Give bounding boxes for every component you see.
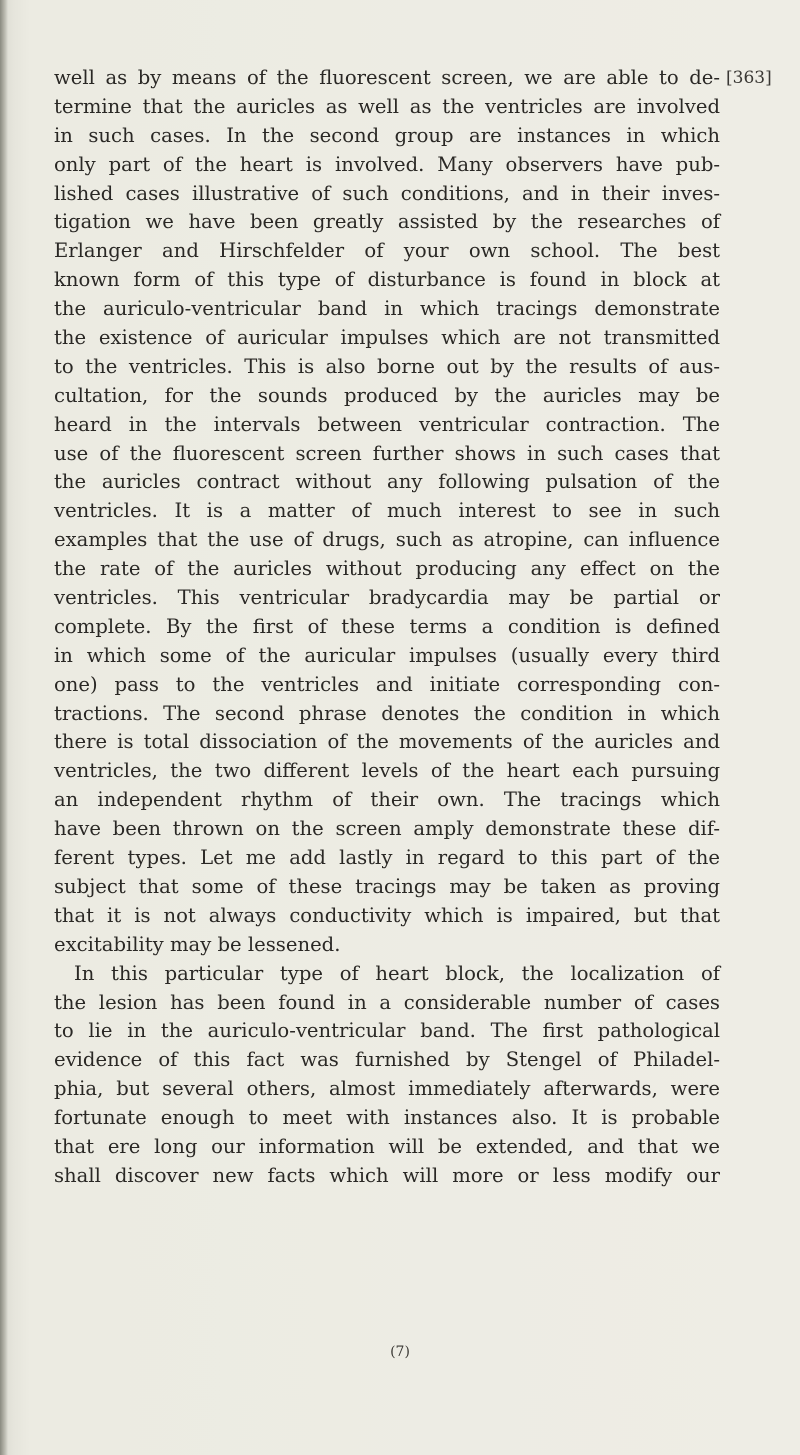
text-line: ventricles, the two different levels of the heart each pursuing [54,759,720,783]
text-line: fortunate enough to meet with instances also. It is probable [54,1106,720,1130]
paragraph-end-line: excitability may be lessened. [54,932,341,956]
text-line: subject that some of these tracings may be taken as proving [54,874,720,898]
text-line: cultation, for the sounds produced by the auricles may be [54,383,720,407]
text-line: have been thrown on the screen amply demonstrate these dif- [54,817,720,841]
text-line: the rate of the auricles without producing any effect on the [54,557,720,581]
text-line: an independent rhythm of their own. The tracings which [54,788,720,812]
text-line: that it is not always conductivity which is impaired, but that [54,903,720,927]
text-line: ferent types. Let me add lastly in regard to this part of the [54,846,720,870]
text-line: Erlanger and Hirschfelder of your own school. The best [54,239,720,263]
paragraph-start-line: In this particular type of heart block, the localization of [74,961,720,985]
text-line: the existence of auricular impulses which are not transmitted [54,326,720,350]
text-line: lished cases illustrative of such conditions, and in their inves- [54,181,720,205]
page-number: (7) [390,1344,410,1360]
text-line: only part of the heart is involved. Many observers have pub- [54,152,720,176]
text-line: one) pass to the ventricles and initiate corresponding con- [54,672,720,696]
text-line: to lie in the auriculo-ventricular band. The first pathological [54,1019,720,1043]
text-line: known form of this type of disturbance is found in block at [54,268,720,292]
text-line: in such cases. In the second group are instances in which [54,123,720,147]
text-line: evidence of this fact was furnished by Stengel of Philadel- [54,1048,720,1072]
text-line: that ere long our information will be extended, and that we [54,1134,720,1158]
body-text [54,64,720,1191]
text-line: the auriculo-ventricular band in which tracings demonstrate [54,297,720,321]
text-line: the lesion has been found in a considerable number of cases [54,990,720,1014]
text-line: tigation we have been greatly assisted by the researches of [54,210,720,234]
text-line: use of the fluorescent screen further shows in such cases that [54,441,720,465]
text-line: ventricles. This ventricular bradycardia may be partial or [54,586,720,610]
text-line: termine that the auricles as well as the ventricles are involved [54,94,720,118]
text-line: in which some of the auricular impulses (usually every third [54,643,720,667]
text-line: ventricles. It is a matter of much interest to see in such [54,499,720,523]
text-line: heard in the intervals between ventricular contraction. The [54,412,720,436]
text-line: tractions. The second phrase denotes the condition in which [54,701,720,725]
text-line: complete. By the first of these terms a condition is defined [54,614,720,638]
text-line: to the ventricles. This is also borne out by the results of aus- [54,354,720,378]
text-line: shall discover new facts which will more or less modify our [54,1163,720,1187]
text-line: phia, but several others, almost immediately afterwards, were [54,1077,720,1101]
text-line: the auricles contract without any following pulsation of the [54,470,720,494]
text-line: examples that the use of drugs, such as atropine, can influence [54,528,720,552]
text-line: there is total dissociation of the movements of the auricles and [54,730,720,754]
text-line: well as by means of the fluorescent screen, we are able to de- [54,66,720,89]
margin-page-reference: [363] [726,68,772,88]
binding-gutter [0,0,8,1455]
